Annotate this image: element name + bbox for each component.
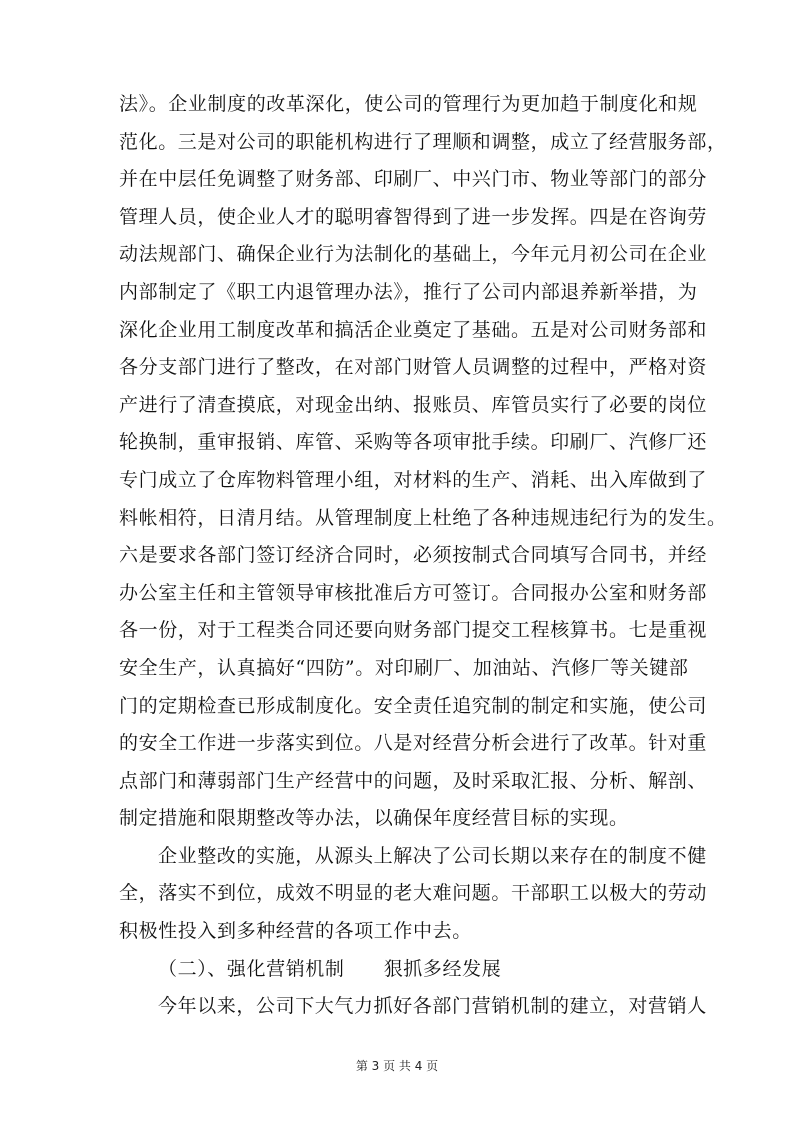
text-line: 六是要求各部门签订经济合同时，必须按制式合同填写合同书，并经 (119, 544, 708, 567)
text-line: 专门成立了仓库物料管理小组，对材料的生产、消耗、出入库做到了 (119, 468, 708, 491)
text-line: 并在中层任免调整了财务部、印刷厂、中兴门市、物业等部门的部分 (119, 168, 708, 191)
text-line: 安全生产，认真搞好“四防”。对印刷厂、加油站、汽修厂等关键部 (119, 656, 689, 679)
text-line: 点部门和薄弱部门生产经营中的问题，及时采取汇报、分析、解剖、 (119, 769, 708, 792)
text-line: 各一份，对于工程类合同还要向财务部门提交工程核算书。七是重视 (119, 619, 708, 642)
text-line: 轮换制，重审报销、库管、采购等各项审批手续。印刷厂、汽修厂还 (119, 431, 708, 454)
paragraph-first-line: 今年以来，公司下大气力抓好各部门营销机制的建立，对营销人 (158, 995, 707, 1018)
text-line: 范化。三是对公司的职能机构进行了理顺和调整，成立了经营服务部， (119, 130, 727, 153)
text-line: 各分支部门进行了整改，在对部门财管人员调整的过程中，严格对资 (119, 356, 708, 379)
section-heading: （二）、强化营销机制 狠抓多经发展 (158, 957, 502, 980)
text-line: 制定措施和限期整改等办法，以确保年度经营目标的实现。 (119, 807, 629, 830)
body-text (119, 86, 727, 1026)
page-footer: 第 3 页 共 4 页 (355, 1059, 439, 1073)
text-line: 法》。企业制度的改革深化，使公司的管理行为更加趋于制度化和规 (119, 93, 698, 115)
text-line: 动法规部门、确保企业行为法制化的基础上，今年元月初公司在企业 (119, 243, 708, 266)
text-line: 积极性投入到多种经营的各项工作中去。 (119, 920, 472, 943)
text-line: 内部制定了《职工内退管理办法》，推行了公司内部退养新举措，为 (119, 280, 698, 303)
text-line: 的安全工作进一步落实到位。八是对经营分析会进行了改革。针对重 (119, 732, 708, 755)
text-line: 全，落实不到位，成效不明显的老大难问题。干部职工以极大的劳动 (119, 882, 708, 905)
text-line: 门的定期检查已形成制度化。安全责任追究制的制定和实施，使公司 (119, 694, 708, 717)
text-line: 深化企业用工制度改革和搞活企业奠定了基础。五是对公司财务部和 (119, 318, 708, 341)
text-line: 产进行了清查摸底，对现金出纳、报账员、库管员实行了必要的岗位 (119, 393, 708, 416)
text-line: 办公室主任和主管领导审核批准后方可签订。合同报办公室和财务部 (119, 581, 708, 604)
text-line: 料帐相符，日清月结。从管理制度上杜绝了各种违规违纪行为的发生。 (119, 506, 727, 529)
paragraph-first-line: 企业整改的实施，从源头上解决了公司长期以来存在的制度不健 (158, 844, 707, 867)
text-line: 管理人员，使企业人才的聪明睿智得到了进一步发挥。四是在咨询劳 (119, 205, 708, 228)
